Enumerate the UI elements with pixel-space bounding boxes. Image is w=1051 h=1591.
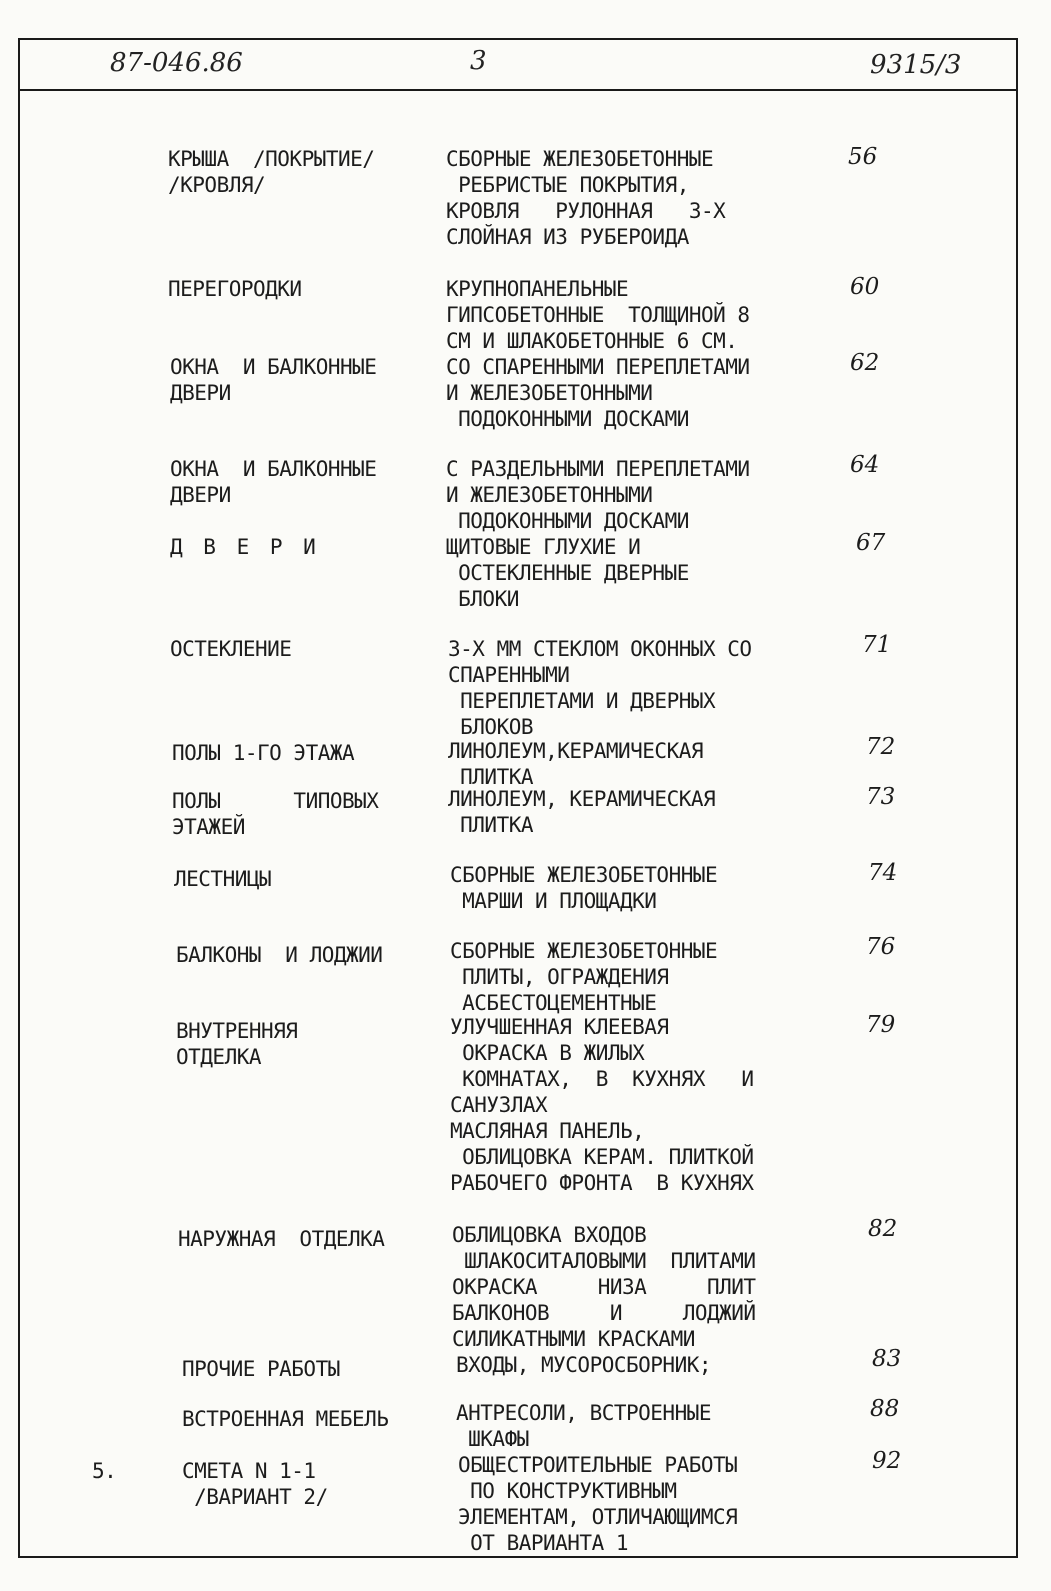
item-desc: МАРШИ И ПЛОЩАДКИ bbox=[450, 889, 657, 913]
page-ref: 72 bbox=[866, 734, 896, 760]
item-desc: ПЛИТЫ, ОГРАЖДЕНИЯ bbox=[450, 965, 669, 989]
item-desc: 3-Х ММ СТЕКЛОМ ОКОННЫХ СО bbox=[448, 637, 752, 661]
item-desc: ЛИНОЛЕУМ,КЕРАМИЧЕСКАЯ bbox=[448, 739, 704, 763]
item-desc: СПАРЕННЫМИ bbox=[448, 663, 570, 687]
page-ref: 73 bbox=[866, 784, 896, 810]
item-desc: КОМНАТАХ, В КУХНЯХ И bbox=[450, 1067, 754, 1091]
item-desc: ШКАФЫ bbox=[456, 1427, 529, 1451]
item-desc: ПЛИТКА bbox=[448, 765, 534, 789]
item-desc: СЛОЙНАЯ ИЗ РУБЕРОИДА bbox=[446, 225, 689, 249]
item-label: СМЕТА N 1-1 bbox=[182, 1459, 316, 1483]
item-label: ЛЕСТНИЦЫ bbox=[174, 867, 272, 891]
item-label: ПОЛЫ 1-ГО ЭТАЖА bbox=[172, 741, 355, 765]
item-desc: ОБЛИЦОВКА КЕРАМ. ПЛИТКОЙ bbox=[450, 1145, 754, 1169]
item-label: ВСТРОЕННАЯ МЕБЕЛЬ bbox=[182, 1407, 389, 1431]
item-desc: СМ И ШЛАКОБЕТОННЫЕ 6 СМ. bbox=[446, 329, 738, 353]
item-desc: ОСТЕКЛЕННЫЕ ДВЕРНЫЕ bbox=[446, 561, 689, 585]
item-desc: ПО КОНСТРУКТИВНЫМ bbox=[458, 1479, 677, 1503]
sheet-code: 9315/3 bbox=[870, 50, 962, 80]
item-desc: РАБОЧЕГО ФРОНТА В КУХНЯХ bbox=[450, 1171, 754, 1195]
page-ref: 67 bbox=[856, 530, 886, 556]
item-label: /ВАРИАНТ 2/ bbox=[182, 1485, 328, 1509]
item-label: ОСТЕКЛЕНИЕ bbox=[170, 637, 292, 661]
item-label: /КРОВЛЯ/ bbox=[168, 173, 266, 197]
page-ref: 71 bbox=[862, 632, 892, 658]
page-ref: 62 bbox=[850, 350, 880, 376]
page-ref: 79 bbox=[866, 1012, 896, 1038]
item-desc: АНТРЕСОЛИ, ВСТРОЕННЫЕ bbox=[456, 1401, 712, 1425]
item-desc: САНУЗЛАХ bbox=[450, 1093, 548, 1117]
item-label: ЭТАЖЕЙ bbox=[172, 815, 245, 839]
item-label: ДВЕРИ bbox=[170, 483, 231, 507]
doc-number: 87-046.86 bbox=[110, 48, 243, 78]
item-label: ПЕРЕГОРОДКИ bbox=[168, 277, 302, 301]
item-desc: ОКРАСКА В ЖИЛЫХ bbox=[450, 1041, 645, 1065]
item-desc: СО СПАРЕННЫМИ ПЕРЕПЛЕТАМИ bbox=[446, 355, 750, 379]
item-label: ВНУТРЕННЯЯ bbox=[176, 1019, 298, 1043]
item-desc: ЭЛЕМЕНТАМ, ОТЛИЧАЮЩИМСЯ bbox=[458, 1505, 738, 1529]
item-desc: РЕБРИСТЫЕ ПОКРЫТИЯ, bbox=[446, 173, 689, 197]
item-desc: ГИПСОБЕТОННЫЕ ТОЛЩИНОЙ 8 bbox=[446, 303, 750, 327]
section-number: 5. bbox=[92, 1459, 117, 1483]
item-label: ПРОЧИЕ РАБОТЫ bbox=[182, 1357, 340, 1381]
page-ref: 83 bbox=[872, 1346, 902, 1372]
item-desc: ОТ ВАРИАНТА 1 bbox=[458, 1531, 629, 1555]
item-desc: КРОВЛЯ РУЛОННАЯ 3-Х bbox=[446, 199, 726, 223]
item-desc: СБОРНЫЕ ЖЕЛЕЗОБЕТОННЫЕ bbox=[446, 147, 714, 171]
page-ref: 88 bbox=[870, 1396, 900, 1422]
item-desc: ПОДОКОННЫМИ ДОСКАМИ bbox=[446, 509, 689, 533]
item-label: КРЫША /ПОКРЫТИЕ/ bbox=[168, 147, 375, 171]
item-label: ОКНА И БАЛКОННЫЕ bbox=[170, 355, 377, 379]
item-desc: УЛУЧШЕННАЯ КЛЕЕВАЯ bbox=[450, 1015, 669, 1039]
item-label: ОКНА И БАЛКОННЫЕ bbox=[170, 457, 377, 481]
page-ref: 56 bbox=[848, 144, 878, 170]
item-desc: ЛИНОЛЕУМ, КЕРАМИЧЕСКАЯ bbox=[448, 787, 716, 811]
item-desc: ЩИТОВЫЕ ГЛУХИЕ И bbox=[446, 535, 641, 559]
item-desc: ОБЛИЦОВКА ВХОДОВ bbox=[452, 1223, 647, 1247]
item-desc: МАСЛЯНАЯ ПАНЕЛЬ, bbox=[450, 1119, 645, 1143]
item-desc: ОКРАСКА НИЗА ПЛИТ bbox=[452, 1275, 756, 1299]
item-desc: С РАЗДЕЛЬНЫМИ ПЕРЕПЛЕТАМИ bbox=[446, 457, 750, 481]
item-label: Д В Е Р И bbox=[170, 535, 320, 559]
item-label: ОТДЕЛКА bbox=[176, 1045, 262, 1069]
item-label: БАЛКОНЫ И ЛОДЖИИ bbox=[176, 943, 383, 967]
page-number: 3 bbox=[470, 46, 487, 76]
page-ref: 74 bbox=[868, 860, 898, 886]
item-desc: АСБЕСТОЦЕМЕНТНЫЕ bbox=[450, 991, 657, 1015]
item-desc: СИЛИКАТНЫМИ КРАСКАМИ bbox=[452, 1327, 695, 1351]
item-desc: КРУПНОПАНЕЛЬНЫЕ bbox=[446, 277, 629, 301]
item-desc: ПОДОКОННЫМИ ДОСКАМИ bbox=[446, 407, 689, 431]
page-ref: 76 bbox=[866, 934, 896, 960]
item-desc: ОБЩЕСТРОИТЕЛЬНЫЕ РАБОТЫ bbox=[458, 1453, 738, 1477]
item-desc: ШЛАКОСИТАЛОВЫМИ ПЛИТАМИ bbox=[452, 1249, 756, 1273]
item-label: ДВЕРИ bbox=[170, 381, 231, 405]
page-ref: 82 bbox=[868, 1216, 898, 1242]
item-desc: И ЖЕЛЕЗОБЕТОННЫМИ bbox=[446, 483, 653, 507]
item-desc: ВХОДЫ, МУСОРОСБОРНИК; bbox=[456, 1353, 712, 1377]
header-divider bbox=[20, 89, 1016, 91]
item-desc: СБОРНЫЕ ЖЕЛЕЗОБЕТОННЫЕ bbox=[450, 939, 718, 963]
item-desc: БЛОКИ bbox=[446, 587, 519, 611]
item-desc: ПЛИТКА bbox=[448, 813, 534, 837]
item-desc: БАЛКОНОВ И ЛОДЖИЙ bbox=[452, 1301, 756, 1325]
item-label: ПОЛЫ ТИПОВЫХ bbox=[172, 789, 379, 813]
page-ref: 60 bbox=[850, 274, 880, 300]
item-desc: СБОРНЫЕ ЖЕЛЕЗОБЕТОННЫЕ bbox=[450, 863, 718, 887]
item-label: НАРУЖНАЯ ОТДЕЛКА bbox=[178, 1227, 385, 1251]
page-ref: 92 bbox=[872, 1448, 902, 1474]
page-ref: 64 bbox=[850, 452, 880, 478]
item-desc: И ЖЕЛЕЗОБЕТОННЫМИ bbox=[446, 381, 653, 405]
item-desc: БЛОКОВ bbox=[448, 715, 534, 739]
item-desc: ПЕРЕПЛЕТАМИ И ДВЕРНЫХ bbox=[448, 689, 716, 713]
